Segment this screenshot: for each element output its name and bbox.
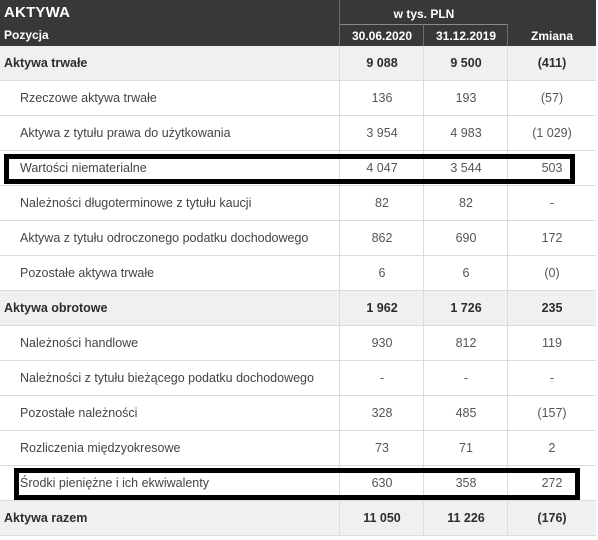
position-column-header: Pozycja — [4, 28, 49, 42]
header-divider — [507, 24, 508, 46]
table-row-total-assets — [0, 501, 596, 536]
row-value-2020: 73 — [375, 441, 389, 455]
column-header-2019: 31.12.2019 — [435, 29, 497, 43]
row-value-2019: 193 — [455, 91, 477, 105]
row-value-2020: 4 047 — [366, 161, 398, 175]
row-value-2019: 11 226 — [447, 511, 485, 525]
row-value-2019: 9 500 — [450, 56, 482, 70]
row-label: Rozliczenia międzyokresowe — [20, 441, 181, 455]
row-value-2020: 630 — [371, 476, 393, 490]
row-value-2020: 328 — [371, 406, 393, 420]
table-row — [0, 326, 596, 361]
row-label: Rzeczowe aktywa trwałe — [20, 91, 157, 105]
table-row-fixed-assets — [0, 46, 596, 81]
unit-header-divider — [340, 24, 508, 25]
table-title: AKTYWA — [4, 4, 71, 21]
row-value-2019: 6 — [462, 266, 470, 280]
table-row — [0, 81, 596, 116]
row-label: Aktywa trwałe — [4, 56, 88, 70]
row-value-change: 119 — [542, 336, 562, 350]
row-value-2019: 82 — [459, 196, 473, 210]
row-value-2019: 4 983 — [450, 126, 482, 140]
table-row — [0, 256, 596, 291]
row-value-2020: 11 050 — [363, 511, 401, 525]
column-header-2020: 30.06.2020 — [351, 29, 413, 43]
row-value-change: 503 — [541, 161, 563, 175]
row-value-2020: 1 962 — [366, 301, 398, 315]
row-value-change: (157) — [537, 406, 567, 420]
row-label: Wartości niematerialne — [20, 161, 147, 175]
row-label: Aktywa razem — [4, 511, 88, 525]
row-value-2019: 485 — [455, 406, 477, 420]
unit-header: w tys. PLN — [393, 7, 455, 21]
row-value-change: 2 — [548, 441, 556, 455]
column-header-change: Zmiana — [530, 29, 573, 43]
row-label: Aktywa obrotowe — [4, 301, 108, 315]
row-value-change: - — [549, 196, 555, 210]
row-value-2019: 690 — [455, 231, 477, 245]
row-value-2020: 9 088 — [366, 56, 398, 70]
row-label: Pozostałe należności — [20, 406, 138, 420]
row-value-2020: 136 — [371, 91, 393, 105]
row-label: Aktywa z tytułu prawa do użytkowania — [20, 126, 231, 140]
table-row-current-assets — [0, 291, 596, 326]
table-row — [0, 431, 596, 466]
row-value-change: (1 029) — [532, 126, 572, 140]
row-value-2020: 6 — [378, 266, 386, 280]
table-row — [0, 116, 596, 151]
row-value-2020: 82 — [375, 196, 389, 210]
row-value-2019: 3 544 — [450, 161, 482, 175]
table-row — [0, 361, 596, 396]
row-label: Należności długoterminowe z tytułu kaucji — [20, 196, 252, 210]
row-label: Należności handlowe — [20, 336, 139, 350]
row-value-2020: 862 — [371, 231, 393, 245]
row-value-change: 235 — [541, 301, 563, 315]
row-label: Środki pieniężne i ich ekwiwalenty — [20, 476, 209, 490]
row-label: Należności z tytułu bieżącego podatku dochodowego — [20, 371, 314, 385]
row-value-change: (411) — [537, 56, 567, 70]
row-value-2019: 1 726 — [450, 301, 482, 315]
row-value-2019: 358 — [455, 476, 477, 490]
highlight-box-cash — [14, 468, 580, 500]
row-value-2020: - — [379, 371, 385, 385]
row-value-change: (176) — [537, 511, 567, 525]
highlight-box-intangibles — [4, 154, 575, 184]
table-row — [0, 221, 596, 256]
row-value-change: (0) — [544, 266, 560, 280]
row-value-2020: 930 — [371, 336, 393, 350]
row-value-2019: - — [463, 371, 469, 385]
table-header — [0, 0, 596, 46]
header-divider — [339, 0, 340, 46]
row-value-2020: 3 954 — [366, 126, 398, 140]
table-row — [0, 186, 596, 221]
row-value-change: (57) — [540, 91, 564, 105]
row-label: Aktywa z tytułu odroczonego podatku dochodowego — [20, 231, 309, 245]
row-value-2019: 71 — [459, 441, 473, 455]
header-divider — [423, 24, 424, 46]
row-value-change: - — [549, 371, 555, 385]
row-value-change: 172 — [541, 231, 563, 245]
row-label: Pozostałe aktywa trwałe — [20, 266, 155, 280]
row-value-change: 272 — [541, 476, 563, 490]
table-row — [0, 396, 596, 431]
row-value-2019: 812 — [455, 336, 477, 350]
